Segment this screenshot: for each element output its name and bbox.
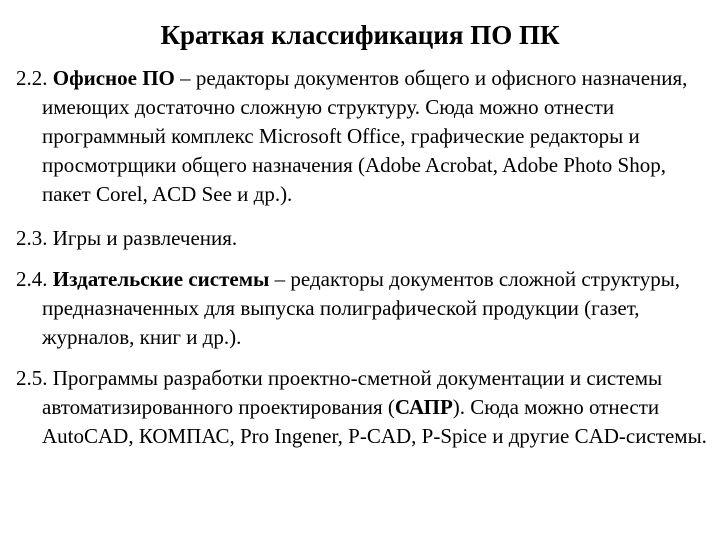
list-item-2-2 bbox=[16, 64, 716, 209]
item-number: 2.5. bbox=[16, 366, 53, 390]
list-item-2-3 bbox=[16, 224, 716, 253]
item-text: Игры и развлечения. bbox=[52, 226, 238, 250]
item-number: 2.2. bbox=[16, 66, 53, 90]
item-text: – редакторы документов сложной структуры, предназначенных для выпуска полиграфической продукции (газет, журналов, книг и др.). bbox=[42, 267, 681, 349]
item-term: САПР bbox=[394, 395, 453, 419]
slide-title: Краткая классификация ПО ПК bbox=[160, 20, 560, 50]
item-number: 2.4. bbox=[16, 267, 53, 291]
item-text: Программы разработки проектно-сметной документации и системы автоматизированного проектирования ( bbox=[42, 366, 663, 419]
list-item-2-5 bbox=[16, 364, 716, 451]
list-item-2-4 bbox=[16, 265, 716, 352]
classification-list bbox=[16, 64, 716, 451]
item-term: Издательские системы bbox=[52, 267, 270, 291]
item-text: ). Сюда можно отнести AutoCAD, КОМПАС, Pro Ingener, P-CAD, P-Spice и другие CAD-системы. bbox=[42, 395, 707, 448]
item-number: 2.3. bbox=[16, 226, 53, 250]
item-term: Офисное ПО bbox=[52, 66, 175, 90]
item-text: – редакторы документов общего и офисного назначения, имеющих достаточно сложную структуру. Сюда можно отнести программный комплекс Microsoft Office, графические редакторы и просмотрщики общего назначения (Adobe Acrobat, Adobe Photo Shop, пакет Corel, ACD See и др.). bbox=[42, 66, 688, 206]
